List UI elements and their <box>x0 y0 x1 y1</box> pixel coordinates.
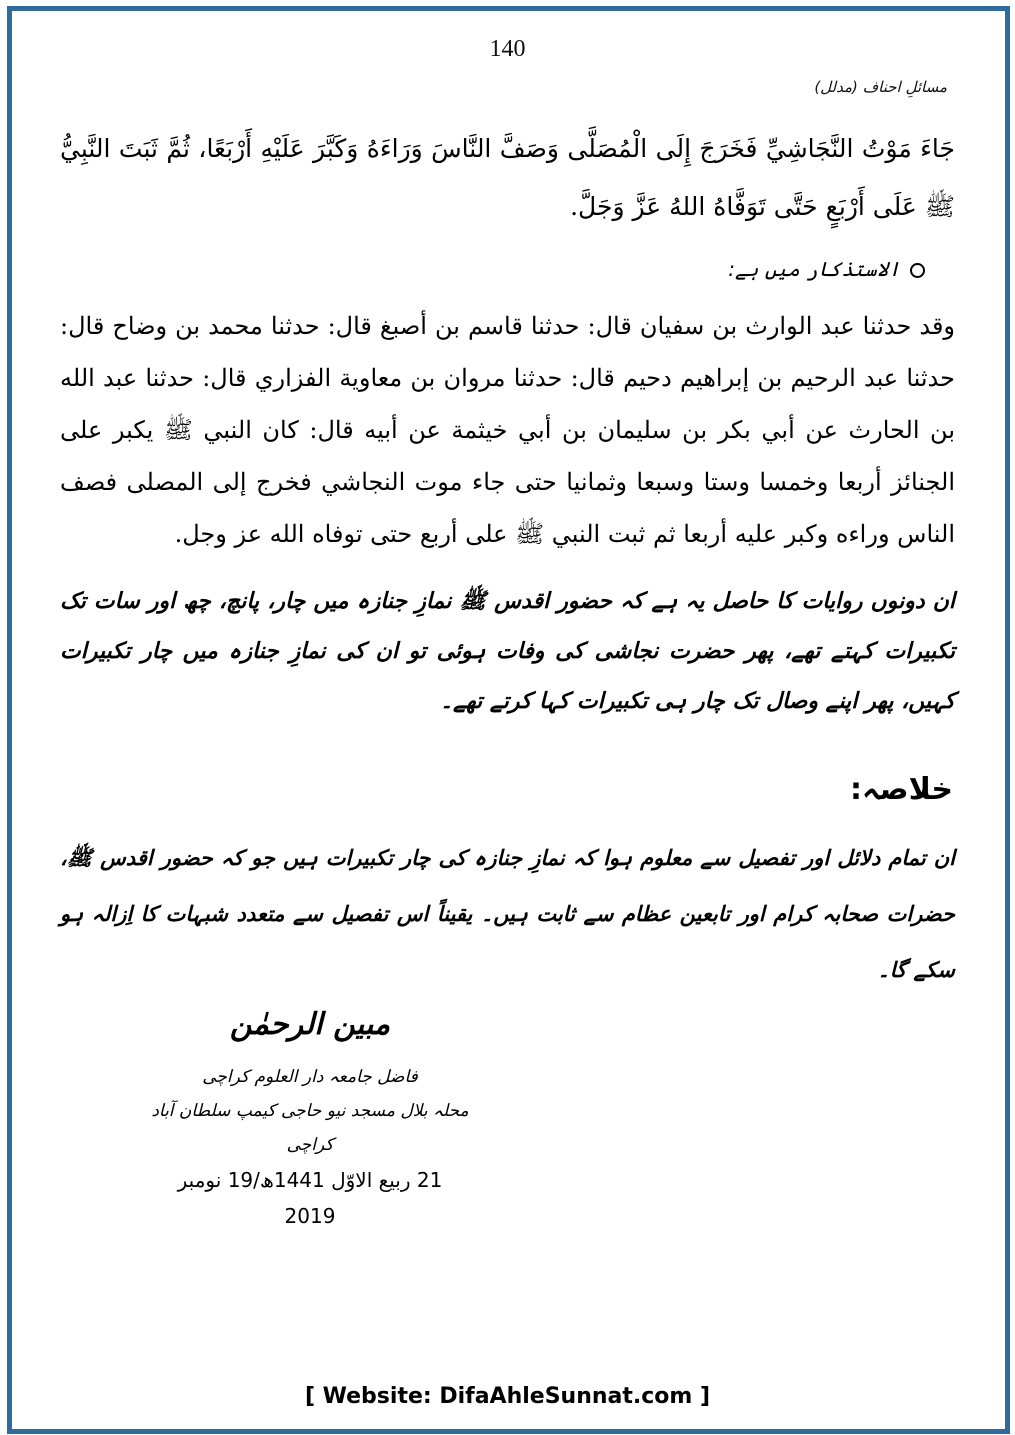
author-address: محلہ بلال مسجد نیو حاجی کیمپ سلطان آباد کراچی <box>151 1101 469 1155</box>
istidhkar-heading: الاستذکار میں ہے: <box>728 257 900 281</box>
arabic-narration-text: وقد حدثنا عبد الوارث بن سفيان قال: حدثنا قاسم بن أصبغ قال: حدثنا محمد بن وضاح قال: حدثنا عبد الرحيم بن إبراهيم دحيم قال: حدثنا مروان بن معاوية الفزاري قال: حدثنا عبد الله بن الحارث عن أبي بكر بن سليمان بن أبي خيثمة عن أبيه قال: كان النبي ﷺ يكبر على الجنائز أربعا وخمسا وستا وسبعا وثمانيا حتى جاء موت النجاشي فخرج إلى المصلى فصف الناس وراءه وكبر عليه أربعا ثم ثبت النبي ﷺ على أربع حتى توفاه الله عز وجل. <box>60 312 956 548</box>
page-number: 140 <box>489 36 526 62</box>
signature-block <box>150 990 470 1234</box>
bullet-circle-icon <box>910 263 925 278</box>
author-name: مبین الرحمٰن <box>229 1007 391 1042</box>
hadith-verse-arabic: جَاءَ مَوْتُ النَّجَاشِيِّ فَخَرَجَ إِلَى الْمُصَلَّى وَصَفَّ النَّاسَ وَرَاءَهُ وَكَبَّرَ عَلَيْهِ أَرْبَعًا، ثُمَّ ثَبَتَ النَّبِيُّ ﷺ عَلَى أَرْبَعٍ حَتَّى تَوَفَّاهُ اللهُ عَزَّ وَجَلَّ. <box>60 134 955 221</box>
website-footer: [ Website: DifaAhleSunnat.com ] <box>304 1384 711 1409</box>
book-title-header: مسائلِ احناف (مدلل) <box>814 78 947 96</box>
conclusion-text: ان تمام دلائل اور تفصیل سے معلوم ہوا کہ نمازِ جنازہ کی چار تکبیرات ہیں جو کہ حضور اقدس ﷺ، حضرات صحابہ کرام اور تابعین عظام سے ثابت ہیں۔ یقیناً اس تفصیل سے متعدد شبہات کا اِزالہ ہو سکے گا۔ <box>60 846 955 982</box>
summary-paragraph: ان دونوں روایات کا حاصل یہ ہے کہ حضور اقدس ﷺ نمازِ جنازہ میں چار، پانچ، چھ اور سات تک تکبیرات کہتے تھے، پھر حضرت نجاشی کی وفات ہوئی تو ان کی نمازِ جنازہ میں چار تکبیرات کہیں، پھر اپنے وصال تک چار ہی تکبیرات کہا کرتے تھے۔ <box>60 589 955 714</box>
conclusion-heading: خلاصہ: <box>850 772 953 807</box>
istidhkar-reference <box>728 252 925 286</box>
author-qualification: فاضل جامعہ دار العلوم کراچی <box>202 1067 418 1087</box>
signature-date: 21 ربیع الاوّل 1441ھ/19 نومبر 2019 <box>177 1168 443 1228</box>
